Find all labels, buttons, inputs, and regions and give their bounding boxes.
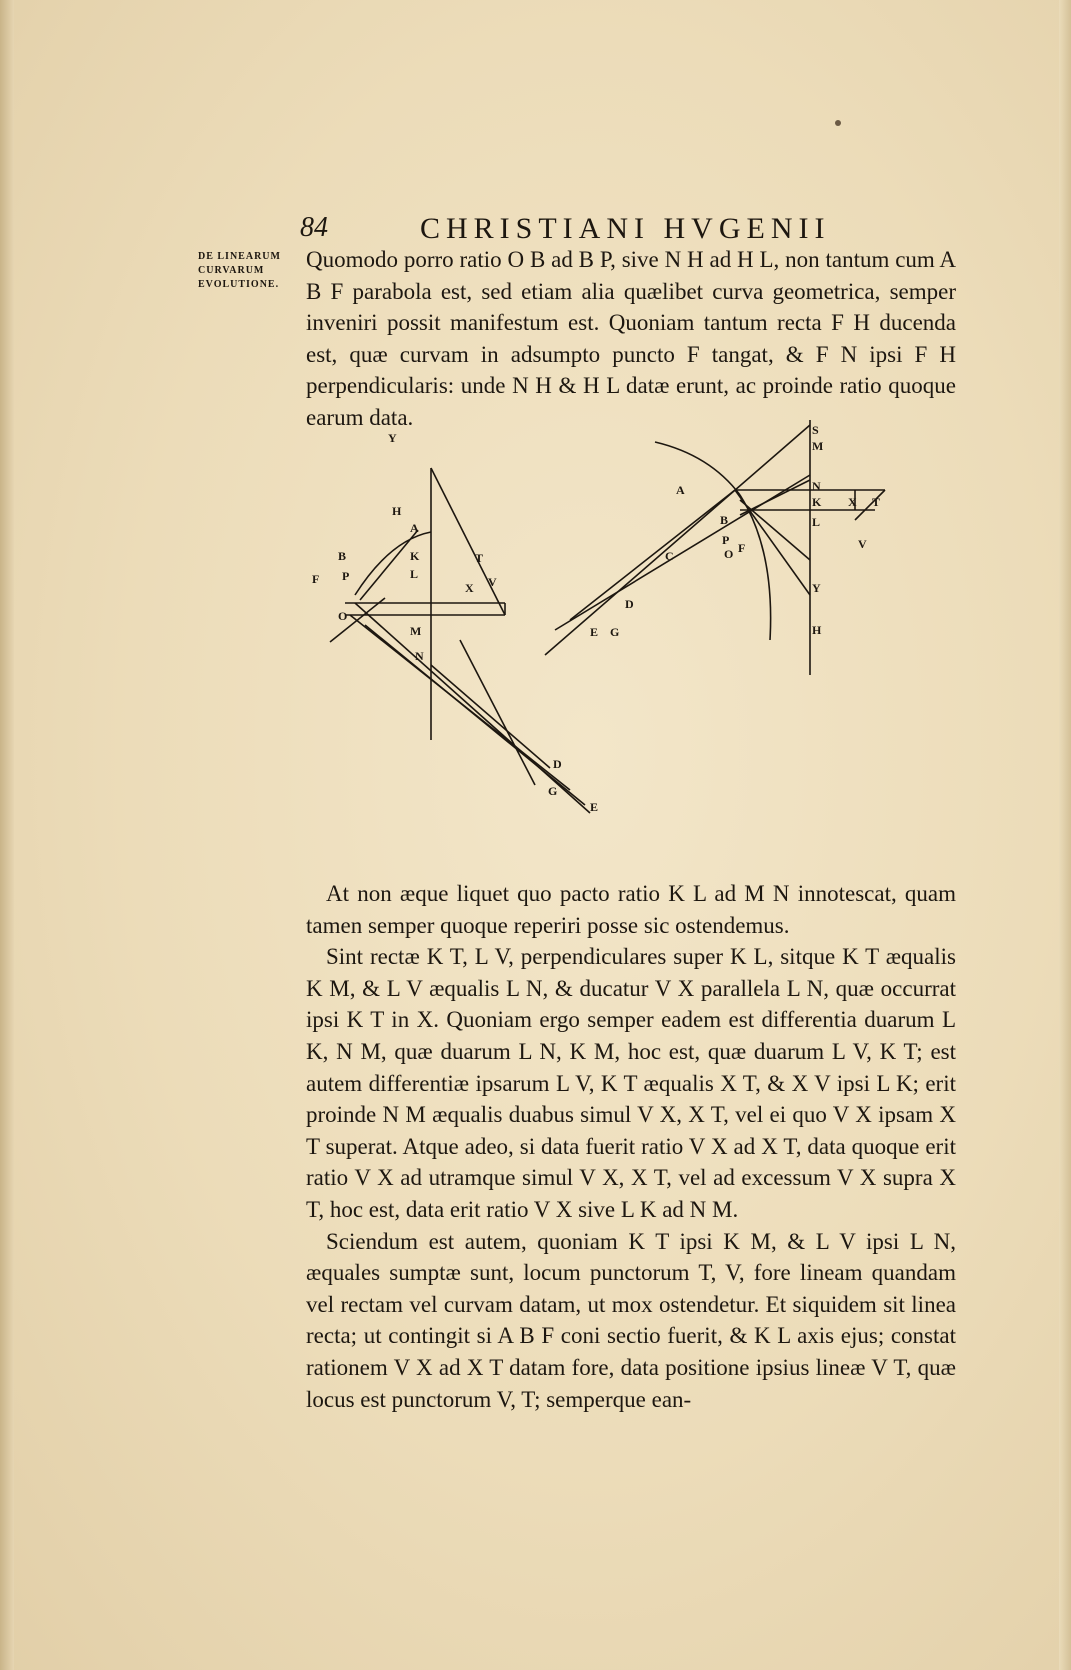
margin-note-line: EVOLUTIONE. <box>198 279 280 290</box>
fig-label: T <box>475 551 484 565</box>
margin-note-line: CURVARUM <box>198 265 265 276</box>
fig-label: K <box>410 549 420 563</box>
fig-label: F <box>738 541 746 555</box>
fig-label: C <box>665 549 674 563</box>
fig-label: M <box>812 439 824 453</box>
fig-label: G <box>610 625 620 639</box>
fig-label: S <box>812 423 819 437</box>
right-curve-F <box>740 495 771 640</box>
right-line-TV <box>855 490 885 520</box>
fig-label: L <box>410 567 419 581</box>
fig-label: E <box>590 625 599 639</box>
running-title: CHRISTIANI HVGENII <box>420 212 831 245</box>
fig-label: M <box>410 624 422 638</box>
fig-label: X <box>465 581 474 595</box>
fig-label: X <box>848 495 857 509</box>
fig-label: B <box>720 513 729 527</box>
fig-label: P <box>342 569 350 583</box>
left-line-BE <box>355 603 590 813</box>
paragraph: At non æque liquet quo pacto ratio K L ad M N innotescat, quam tamen semper quoque reperiri posse sic ostendemus. <box>306 881 956 938</box>
fig-label: F <box>312 572 320 586</box>
left-diagram <box>330 468 590 813</box>
left-tangent-FH <box>360 530 418 600</box>
fig-label: D <box>553 757 562 771</box>
paragraph: Sciendum est autem, quoniam K T ipsi K M, & L V ipsi L N, æquales sumptæ sunt, locum punctorum T, V, fore lineam quandam vel rectam vel curvam datam, ut mox ostendetur. Et siquidem sit linea recta; ut contingit si A B F coni sectio fuerit, & K L axis ejus; constat rationem V X ad X T datam fore, data positione ipsius lineæ V T, quæ locus est punctorum V, T; semperque ean- <box>306 1228 956 1412</box>
paragraph-intro: Quomodo porro ratio O B ad B P, sive N H ad H L, non tantum cum A B F parabola est, sed etiam alia quælibet curva geometrica, semper inveniri possit manifestum est. Quoniam tantum recta F H ducenda est, quæ curvam in adsumpto puncto F tangat, & F N ipsi F H perpendicularis: unde N H & H L datæ erunt, ac proinde ratio quoque earum data. <box>306 247 956 430</box>
fig-label: D <box>625 597 634 611</box>
fig-label: O <box>338 609 348 623</box>
fig-label: V <box>858 537 867 551</box>
geometric-figure <box>300 420 960 865</box>
fig-label: O <box>724 547 734 561</box>
fig-label: L <box>812 515 821 529</box>
fig-label: A <box>410 521 419 535</box>
fig-label: N <box>812 479 821 493</box>
right-labels <box>590 423 880 639</box>
left-curve-AB <box>355 532 431 595</box>
fig-label: E <box>590 800 599 814</box>
fig-label: K <box>812 495 822 509</box>
fig-label: Y <box>812 581 821 595</box>
page-edge-right <box>1059 0 1071 1670</box>
body-text <box>306 878 956 1415</box>
fig-label: H <box>812 623 822 637</box>
margin-note <box>198 250 288 292</box>
right-curve-A <box>655 442 740 495</box>
page-number: 84 <box>300 212 328 243</box>
paragraph: Sint rectæ K T, L V, perpendiculares super K L, sitque K T æqualis K M, & L V æqualis L N, & ducatur V X parallela L N, quæ occurrat ipsi K T in X. Quoniam ergo semper eadem est differentia duarum L K, N M, quæ duarum L N, K M, hoc est, quæ duarum L V, K T; est autem differentiæ ipsarum L V, K T æqualis X T, & X V ipsi L K; erit proinde N M æqualis duabus simul V X, X T, vel ei quo V X ipsam X T superat. Atque adeo, si data fuerit ratio V X ad X T, data quoque erit ratio V X ad utramque simul V X, X T, vel ad excessum V X supra X T, hoc est, data erit ratio V X sive L K ad N M. <box>306 944 956 1222</box>
fig-label: A <box>676 483 685 497</box>
fig-label: Y <box>388 431 397 445</box>
fig-label: B <box>338 549 347 563</box>
page-edge-left <box>0 0 14 1670</box>
ink-spot <box>835 120 841 126</box>
fig-label: T <box>872 495 881 509</box>
fig-label: H <box>392 504 402 518</box>
fig-label: P <box>722 533 730 547</box>
right-line-DB <box>570 490 735 620</box>
fig-label: G <box>548 784 558 798</box>
figure-svg <box>300 420 960 865</box>
margin-note-line: DE LINEARUM <box>198 251 281 262</box>
fig-label: N <box>415 649 424 663</box>
fig-label: V <box>488 575 497 589</box>
left-line-MN <box>431 665 550 768</box>
